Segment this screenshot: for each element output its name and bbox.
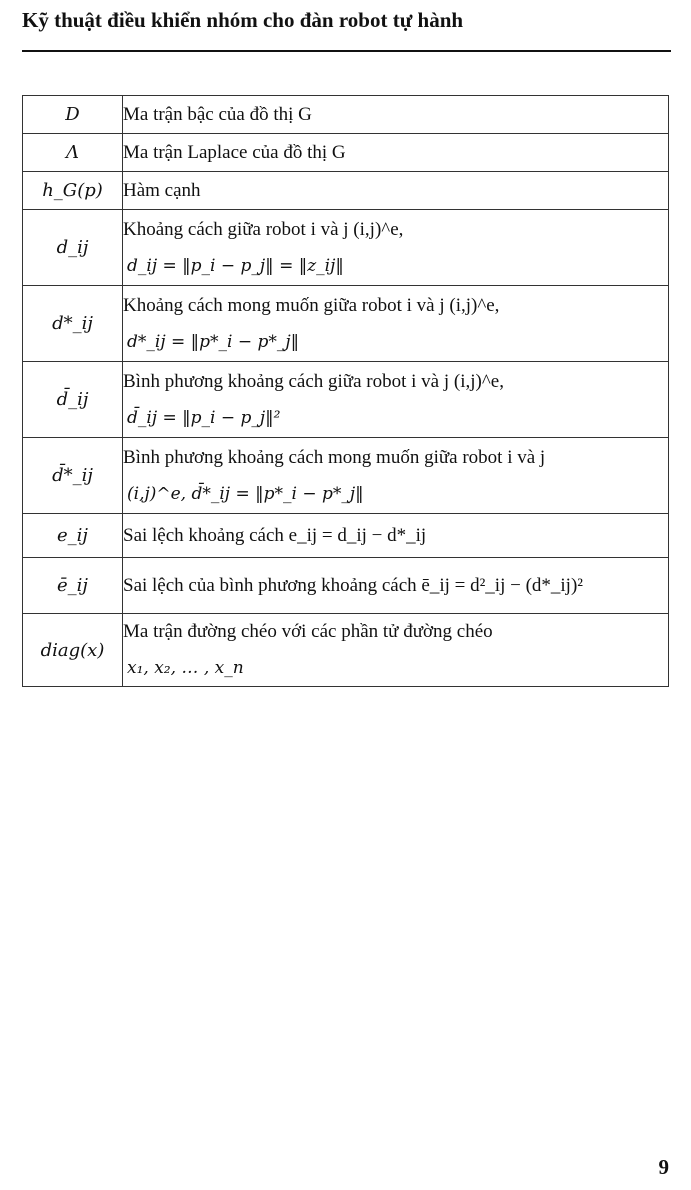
- symbol-cell: Λ: [23, 134, 123, 172]
- table-row: [23, 514, 669, 558]
- page-number: 9: [658, 1155, 669, 1179]
- table-row: [23, 558, 669, 614]
- description-text: Bình phương khoảng cách giữa robot i và j (i,j)^e,: [123, 370, 504, 392]
- table-row: [23, 172, 669, 210]
- formula-text: d*_ij = ‖p*_i − p*_j‖: [127, 331, 300, 352]
- description-text: Hàm cạnh: [123, 179, 201, 201]
- symbol-cell: d*_ij: [23, 286, 123, 362]
- description-cell: [123, 514, 669, 558]
- symbol-cell: d̄_ij: [23, 362, 123, 438]
- symbol-cell: D: [23, 96, 123, 134]
- symbol-cell: e_ij: [23, 514, 123, 558]
- table-row: [23, 134, 669, 172]
- notation-table: [22, 95, 669, 687]
- description-text: Sai lệch của bình phương khoảng cách ē_ij = d²_ij − (d*_ij)²: [123, 574, 583, 596]
- table-row: [23, 614, 669, 687]
- table-row: [23, 438, 669, 514]
- description-text: Bình phương khoảng cách mong muốn giữa robot i và j: [123, 446, 546, 468]
- description-cell: [123, 614, 669, 687]
- description-text: Ma trận đường chéo với các phần tử đường chéo: [123, 621, 493, 642]
- description-cell: [123, 134, 669, 172]
- description-text: Khoảng cách mong muốn giữa robot i và j (i,j)^e,: [123, 294, 500, 316]
- table-row: [23, 96, 669, 134]
- table-row: [23, 210, 669, 286]
- symbol-cell: h_G(p): [23, 172, 123, 210]
- running-header: Kỹ thuật điều khiển nhóm cho đàn robot tự hành: [22, 8, 464, 32]
- description-cell: [123, 210, 669, 286]
- description-text: Ma trận bậc của đồ thị G: [123, 103, 312, 125]
- formula-text: d_ij = ‖p_i − p_j‖ = ‖z_ij‖: [127, 255, 344, 276]
- symbol-cell: ē_ij: [23, 558, 123, 614]
- symbol-cell: diag(x): [23, 614, 123, 687]
- description-cell: [123, 362, 669, 438]
- description-cell: [123, 438, 669, 514]
- description-cell: [123, 96, 669, 134]
- formula-text: (i,j)^e, d̄*_ij = ‖p*_i − p*_j‖: [127, 483, 364, 504]
- symbol-cell: d_ij: [23, 210, 123, 286]
- description-text: Ma trận Laplace của đồ thị G: [123, 141, 346, 163]
- description-cell: [123, 558, 669, 614]
- description-text: Khoảng cách giữa robot i và j (i,j)^e,: [123, 218, 404, 240]
- description-text: Sai lệch khoảng cách e_ij = d_ij − d*_ij: [123, 524, 427, 546]
- description-cell: [123, 172, 669, 210]
- header-divider: [22, 50, 671, 52]
- formula-text: d̄_ij = ‖p_i − p_j‖²: [127, 407, 281, 428]
- table-row: [23, 286, 669, 362]
- symbol-cell: d̄*_ij: [23, 438, 123, 514]
- description-cell: [123, 286, 669, 362]
- formula-text: x₁, x₂, … , x_n: [127, 658, 244, 678]
- table-row: [23, 362, 669, 438]
